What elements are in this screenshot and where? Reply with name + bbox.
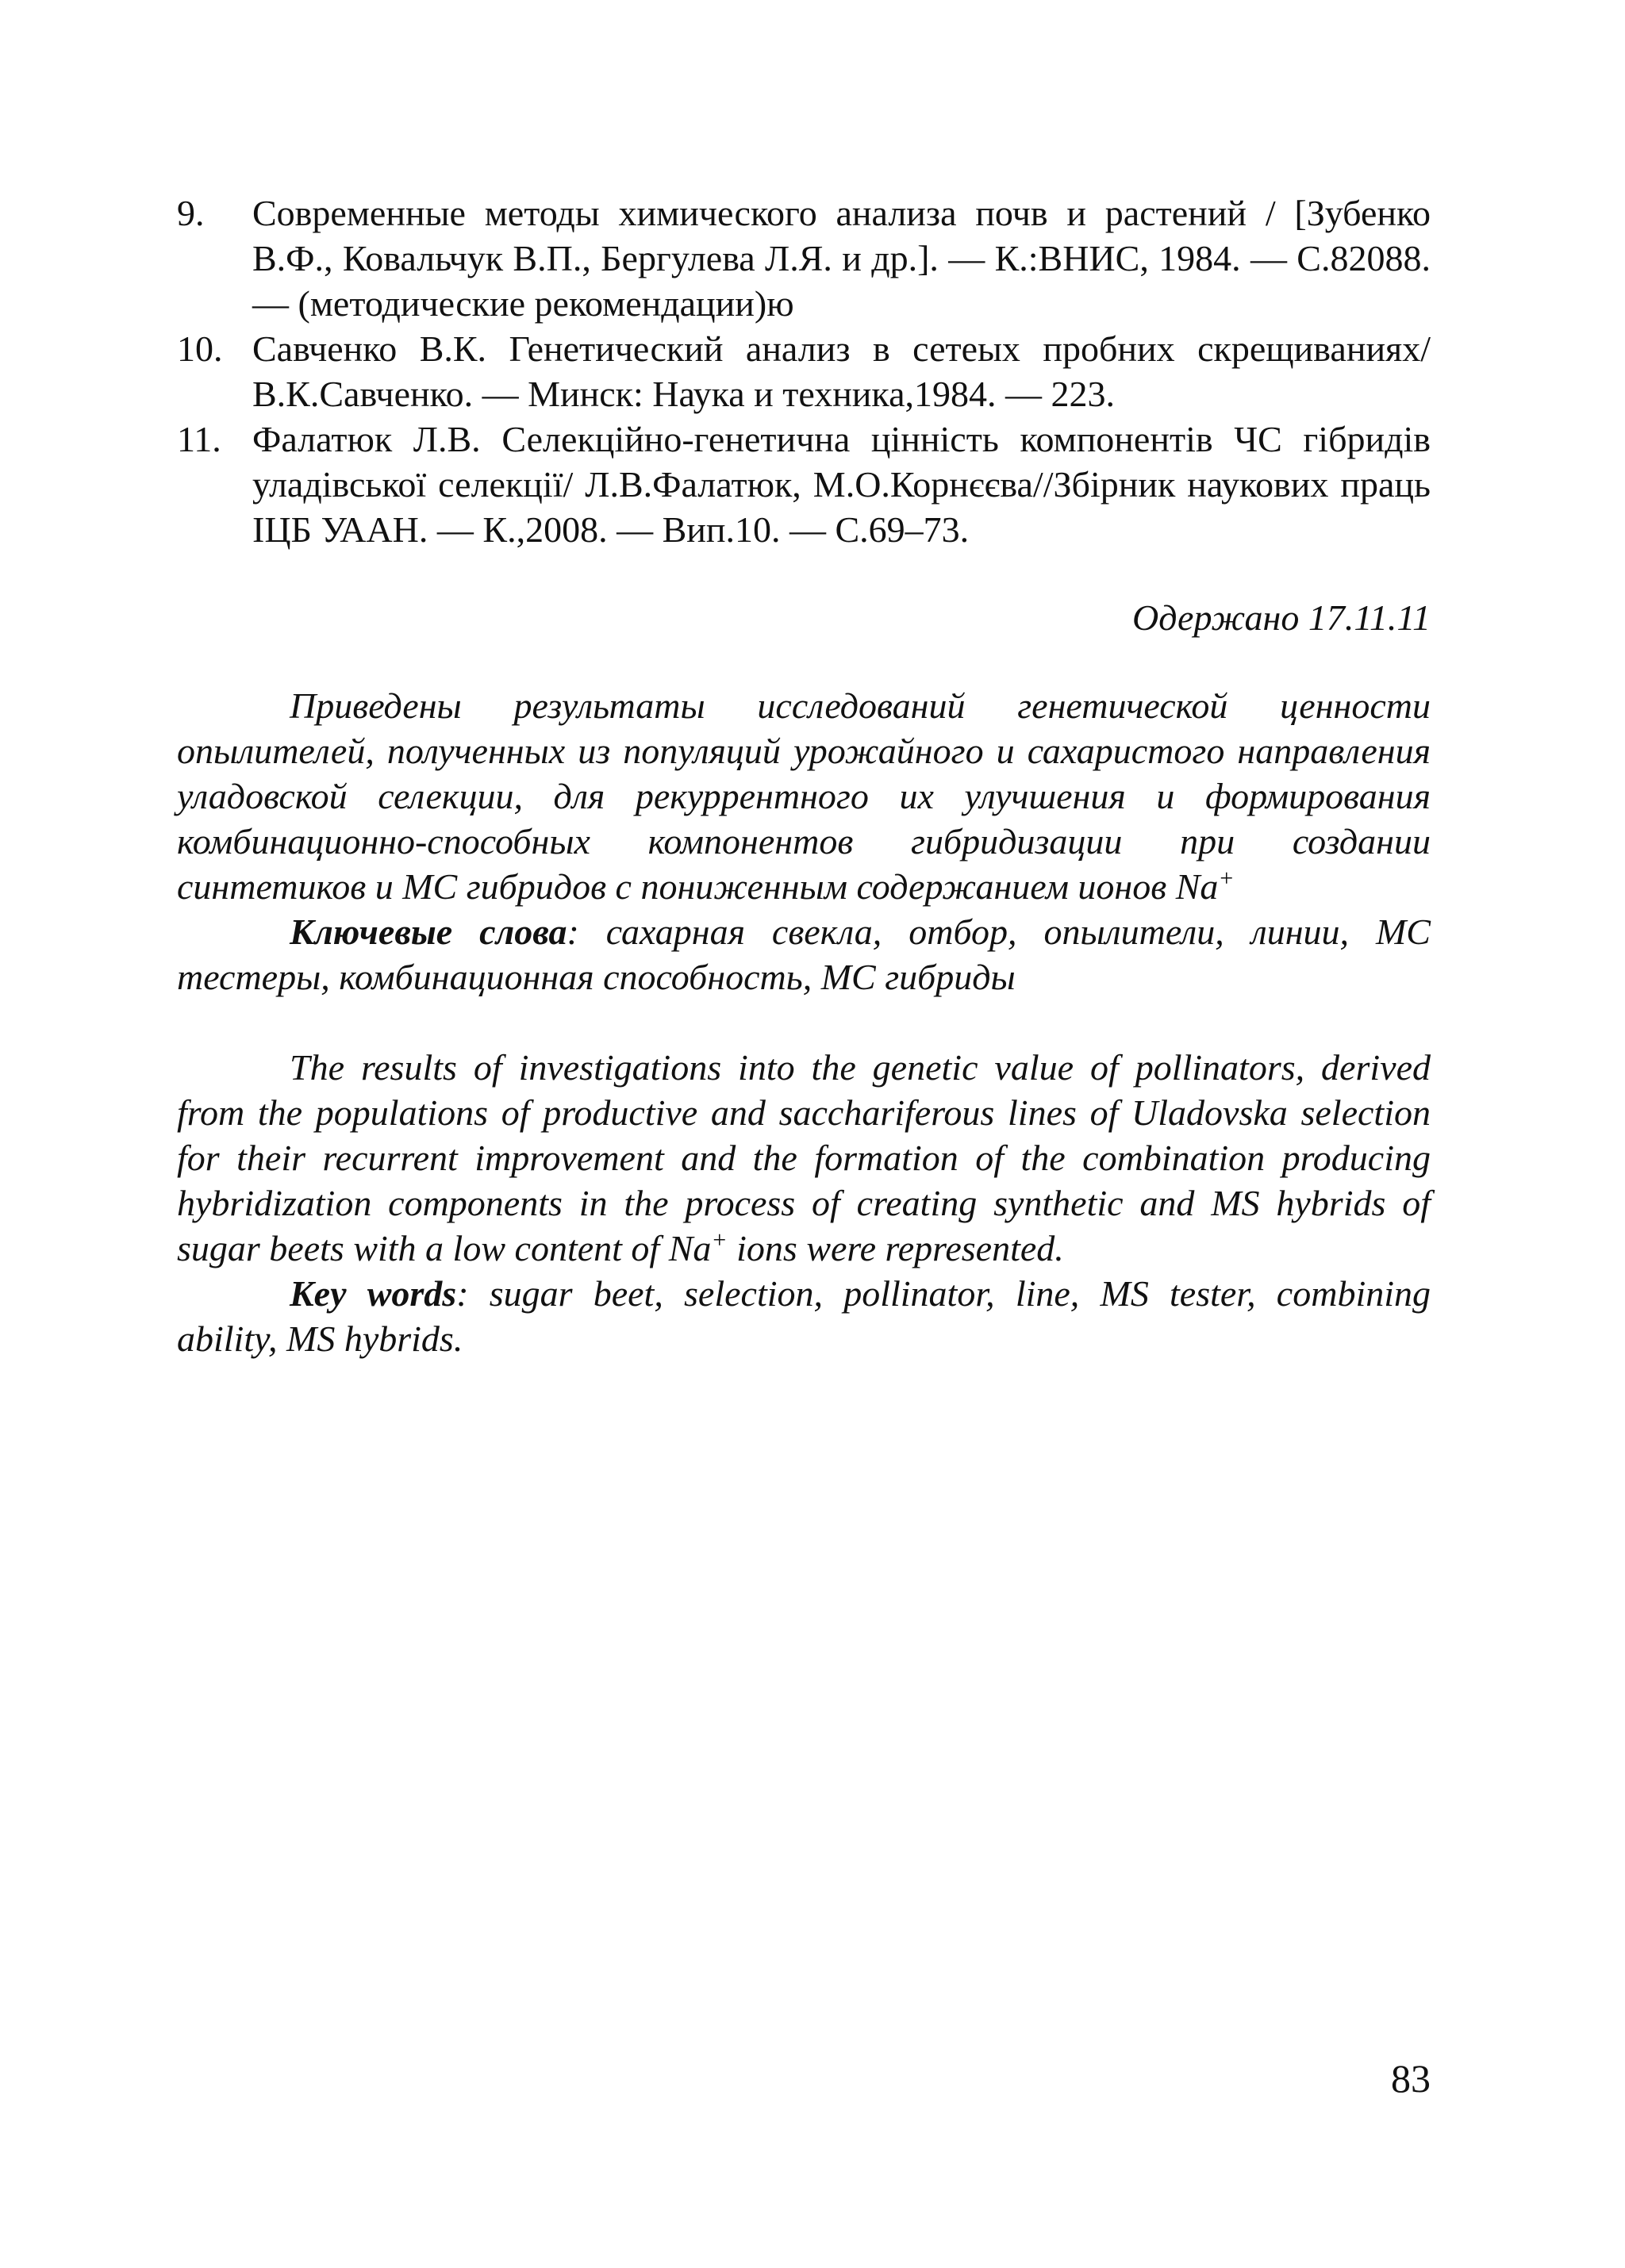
page-number: 83 xyxy=(1391,2056,1431,2101)
reference-number: 11. xyxy=(177,419,221,459)
keywords-text: : сахарная свекла, отбор, опылители, линии, МС тестеры, комбинационная способность, МС гибриды xyxy=(177,911,1431,997)
reference-text: Современные методы химического анализа почв и растений / [Зубенко В.Ф., Ковальчук В.П., Бергулева Л.Я. и др.]. — К.:ВНИС, 1984. — С.82088. — (методические рекомендации)ю xyxy=(252,193,1431,324)
abstract-english-text: The results of investigations into the genetic value of pollinators, derived from the populations of productive and sacchariferous lines of Uladovska selection for their recurrent improvement and the formation of the combination producing hybridization components in the process of creating synthetic and MS hybrids of sugar beets with a low content of Na xyxy=(177,1047,1431,1268)
keywords-label: Key words xyxy=(290,1273,457,1314)
reference-item xyxy=(177,190,1431,326)
reference-number: 9. xyxy=(177,193,205,233)
abstract-english xyxy=(177,1045,1431,1271)
reference-text: Фалатюк Л.В. Селекційно-генетична цінність компонентів ЧС гібридів уладівської селекції/ Л.В.Фалатюк, М.О.Корнєєва//Збірник наукових праць ІЦБ УААН. — К.,2008. — Вип.10. — С.69–73. xyxy=(252,419,1431,550)
superscript: + xyxy=(711,1226,728,1253)
keywords-text: : sugar beet, selection, pollinator, line, MS tester, combining ability, MS hybrids. xyxy=(177,1273,1431,1359)
reference-text: Савченко В.К. Генетический анализ в сетеых пробних скрещиваниях/В.К.Савченко. — Минск: Наука и техника,1984. — 223. xyxy=(252,328,1431,414)
abstract-english-text-end: ions were represented. xyxy=(727,1228,1064,1268)
english-summary xyxy=(177,1045,1431,1361)
reference-item xyxy=(177,416,1431,552)
keywords-english xyxy=(177,1271,1431,1361)
reference-list xyxy=(177,190,1431,552)
reference-item xyxy=(177,326,1431,416)
keywords-russian xyxy=(177,909,1431,1000)
page-content xyxy=(177,190,1431,1361)
reference-number: 10. xyxy=(177,328,223,369)
keywords-label: Ключевые слова xyxy=(290,911,567,952)
abstract-russian-text: Приведены результаты исследований генетической ценности опылителей, полученных из популяций урожайного и сахаристого направления уладовской селекции, для рекуррентного их улучшения и формирования комбинационно-способных компонентов гибридизации при создании синтетиков и МС гибридов с пониженным содержанием ионов Na xyxy=(177,685,1431,907)
received-date: Одержано 17.11.11 xyxy=(1132,597,1431,638)
superscript: + xyxy=(1218,865,1235,892)
abstract-russian xyxy=(177,683,1431,909)
